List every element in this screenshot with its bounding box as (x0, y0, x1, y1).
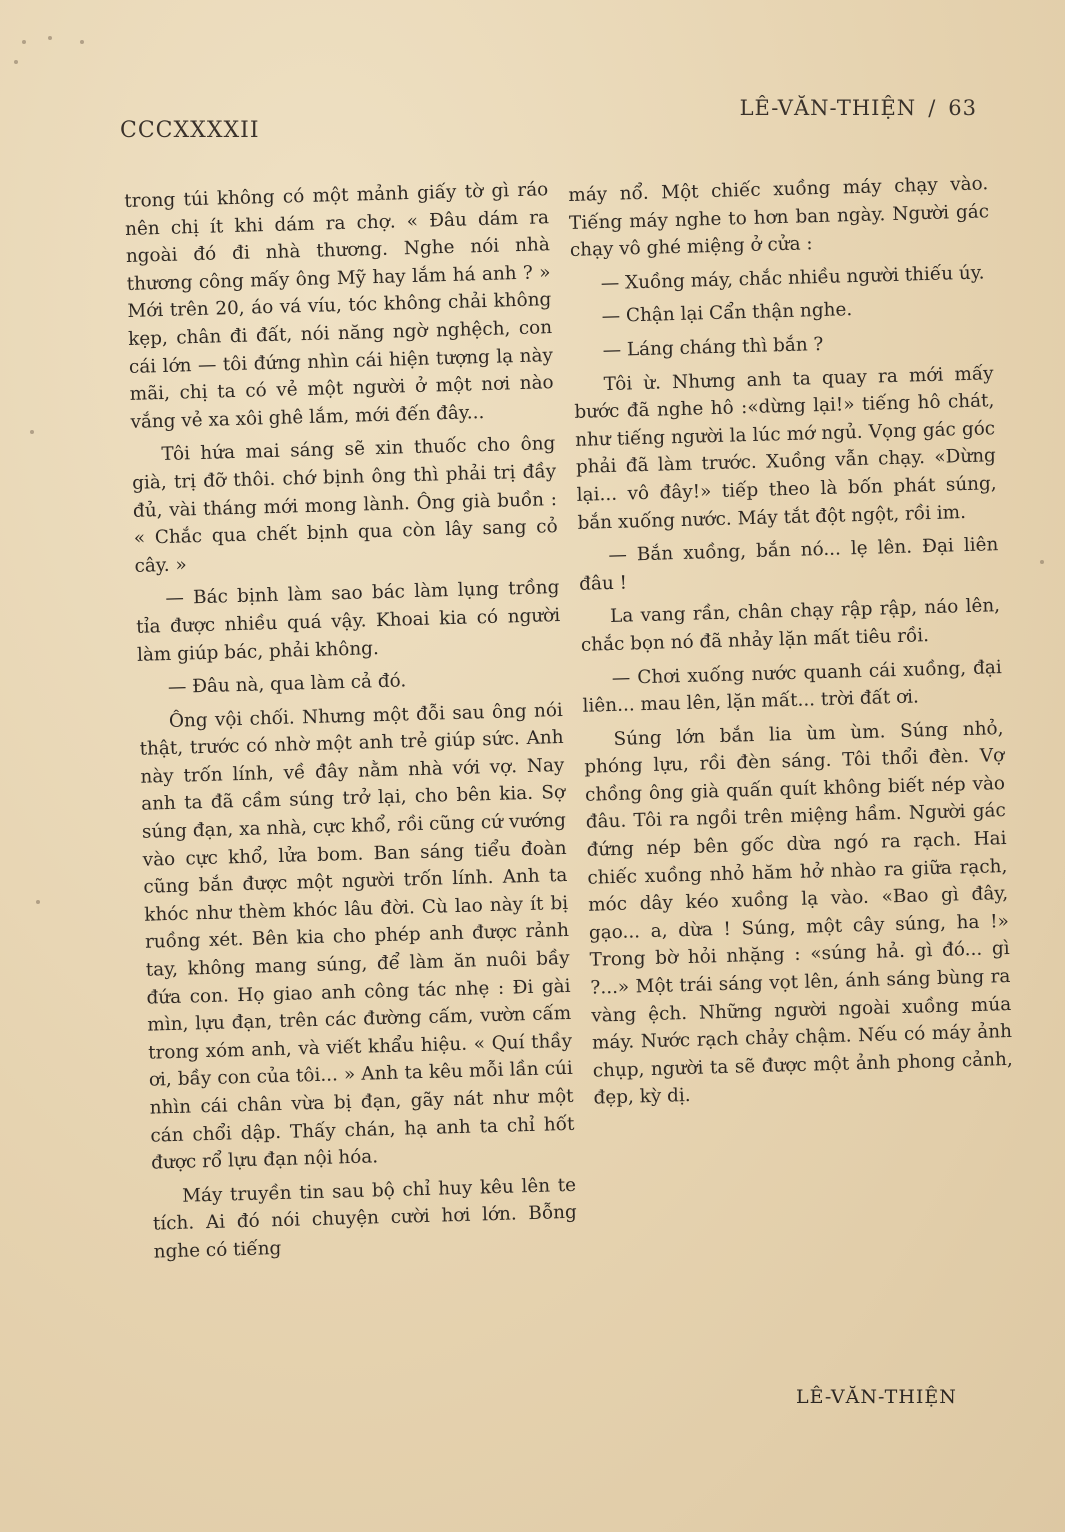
paragraph: — Chận lại Cẩn thận nghe. (601, 299, 853, 328)
paragraph: Máy truyền tin sau bộ chỉ huy kêu lên te tích. Ai đó nói chuyện cười hơi lớn. Bỗng nghe có tiếng (152, 1174, 578, 1263)
left-column (124, 176, 578, 1272)
paragraph: máy nổ. Một chiếc xuồng máy chạy vào. Tiếng máy nghe to hơn ban ngày. Người gác chạy vô ghé miệng ở cửa : (568, 173, 990, 262)
paragraph: trong túi không có một mảnh giấy tờ gì ráo nên chị ít khi dám ra chợ. « Đâu dám ra ngoài đó đi nhà thương. Nghe nói nhà thương công mấy ông Mỹ hay lắm há anh ? » Mới trên 20, áo vá víu, tóc không chải không kẹp, chân đi đất, nói năng ngờ nghệch, con cái lớn — tôi đứng nhìn cái hiện tượng lạ này mãi, chị ta có vẻ một người ở một nơi nào vắng vẻ xa xôi ghê lắm, mới đến đây... (124, 179, 554, 433)
paragraph: — Đâu nà, qua làm cả đó. (167, 670, 407, 699)
paragraph: — Chơi xuống nước quanh cái xuồng, đại liên... mau lên, lặn mất... trời đất ơi. (582, 656, 1003, 717)
header-author: LÊ-VĂN-THIỆN (739, 96, 917, 120)
paragraph: Ông vội chối. Nhưng một đỗi sau ông nói thật, trước có nhờ một anh trẻ giúp sức. Anh này trốn lính, về đây nằm nhà với vợ. Nay anh ta đã cầm súng trở lại, cho bên kia. Sợ súng đạn, xa nhà, cực khổ, rồi cũng cứ vướng vào cực khổ, lửa bom. Ban sáng tiểu đoàn cũng bắn được một người trốn lính. Anh ta khóc như thèm khóc lâu đời. Cù lao này ít bị ruồng xét. Bên kia cho phép anh được rảnh tay, không mang súng, để làm ăn nuôi bầy đứa con. Họ giao anh công tác nhẹ : Đi gài mìn, lựu đạn, trên các đường cấm, vườn cấm trong xóm anh, và viết khẩu hiệu. « Quí thầy ơi, bầy con của tôi... » Anh ta kêu mỗi lần cúi nhìn cái chân vừa bị đạn, gãy nát như một cán chổi dập. Thấy chán, hạ anh ta chỉ hốt được rổ lựu đạn nội hóa. (139, 699, 575, 1174)
paragraph: — Bác bịnh làm sao bác làm lụng trồng tỉa được nhiều quá vậy. Khoai kia có người làm giúp bác, phải không. (135, 577, 561, 666)
right-column (568, 170, 1014, 1118)
section-number: CCCXXXXII (120, 118, 260, 143)
paragraph: — Xuồng máy, chắc nhiều người thiếu úy. (600, 262, 985, 294)
paragraph: — Láng cháng thì bắn ? (602, 333, 824, 362)
paragraph: Súng lớn bắn lia ùm ùm. Súng nhỏ, phóng lựu, rồi đèn sáng. Tôi thổi đèn. Vợ chồng ông già quấn quít không biết nép vào đâu. Tôi ra ngồi trên miệng hầm. Người gác đứng nép bên gốc dừa ngó ra rạch. Hai chiếc xuồng nhỏ hăm hở nhào ra giữa rạch, móc dây kéo xuồng lạ vào. «Bao gì đây, gạo... a, dừa ! Súng, một cây súng, ha !» Trong bờ hỏi nhặng : «súng hả. gì đó... gì ?...» Một trái sáng vọt lên, ánh sáng bùng ra vàng ệch. Những người ngoài xuồng múa máy. Nước rạch chảy chậm. Nếu có máy ảnh chụp, người ta sẽ được một ảnh phong cảnh, đẹp, kỳ dị. (584, 717, 1013, 1110)
paragraph: — Bắn xuồng, bắn nó... lẹ lên. Đại liên đâu ! (578, 534, 999, 595)
paragraph: Tôi hứa mai sáng sẽ xin thuốc cho ông già, trị đỡ thôi. chớ bịnh ông thì phải trị đầy đủ, vài tháng mới mong lành. Ông già buồn : « Chắc qua chết bịnh qua còn lây sang cỏ cây. » (131, 433, 558, 577)
author-signature: LÊ-VĂN-THIỆN (796, 1386, 957, 1408)
running-header (740, 96, 977, 120)
page-number: 63 (948, 96, 977, 120)
paragraph: Tôi ừ. Nhưng anh ta quay ra mới mấy bước đã nghe hô :«dừng lại!» tiếng hô chát, như tiếng người la lúc mớ ngủ. Vọng gác góc phải đã làm trước. Xuồng vẫn chạy. «Dừng lại... vô đây!» tiếp theo là bốn phát súng, bắn xuống nước. Máy tắt đột ngột, rồi im. (574, 362, 997, 534)
paragraph: La vang rần, chân chạy rập rập, náo lên, chắc bọn nó đã nhảy lặn mất tiêu rồi. (580, 595, 1001, 656)
header-separator: / (928, 96, 937, 120)
